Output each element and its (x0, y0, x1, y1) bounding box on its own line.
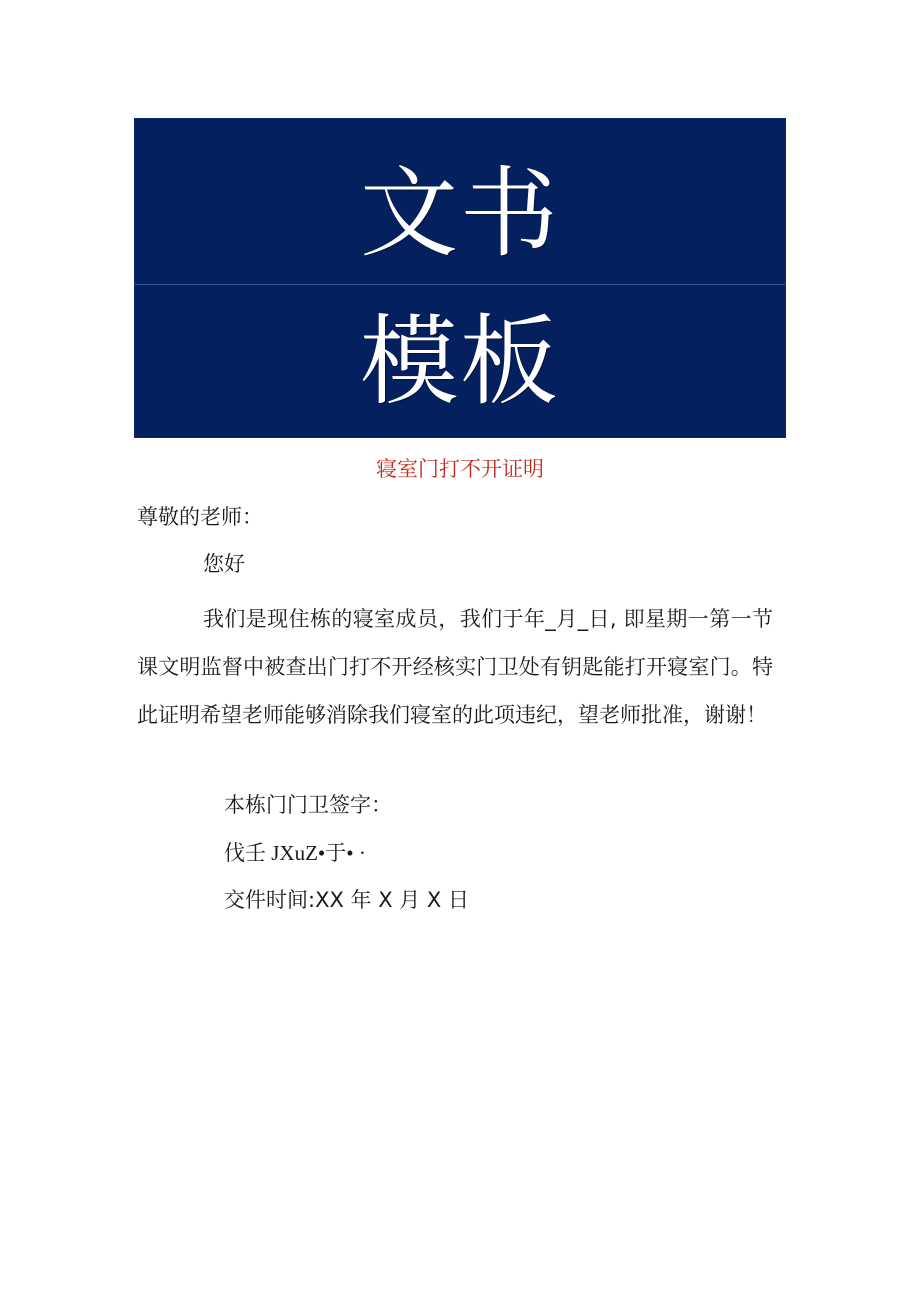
banner-divider (135, 284, 785, 285)
banner-title-line-1: 文书 (359, 157, 560, 271)
signature-label: 本栋门门卫签字： (224, 793, 392, 817)
body-paragraph: 我们是现住栋的寝室成员，我们于年_月_日, 即星期一第一节课文明监督中被查出门打不开经核实门卫处有钥匙能打开寝室门。特此证明希望老师能够消除我们寝室的此项违纪，望老师批准，谢谢！ (137, 607, 773, 727)
banner-title-line-2: 模板 (359, 305, 560, 419)
greeting: 您好 (203, 552, 245, 576)
signature-scribble: 伐壬 JXuZ•于• · (224, 841, 366, 865)
salutation: 尊敬的老师： (137, 505, 263, 529)
title-banner (134, 118, 786, 438)
document-title: 寝室门打不开证明 (376, 457, 544, 481)
submission-date: 交件时间:XX 年 X 月 X 日 (224, 888, 469, 912)
